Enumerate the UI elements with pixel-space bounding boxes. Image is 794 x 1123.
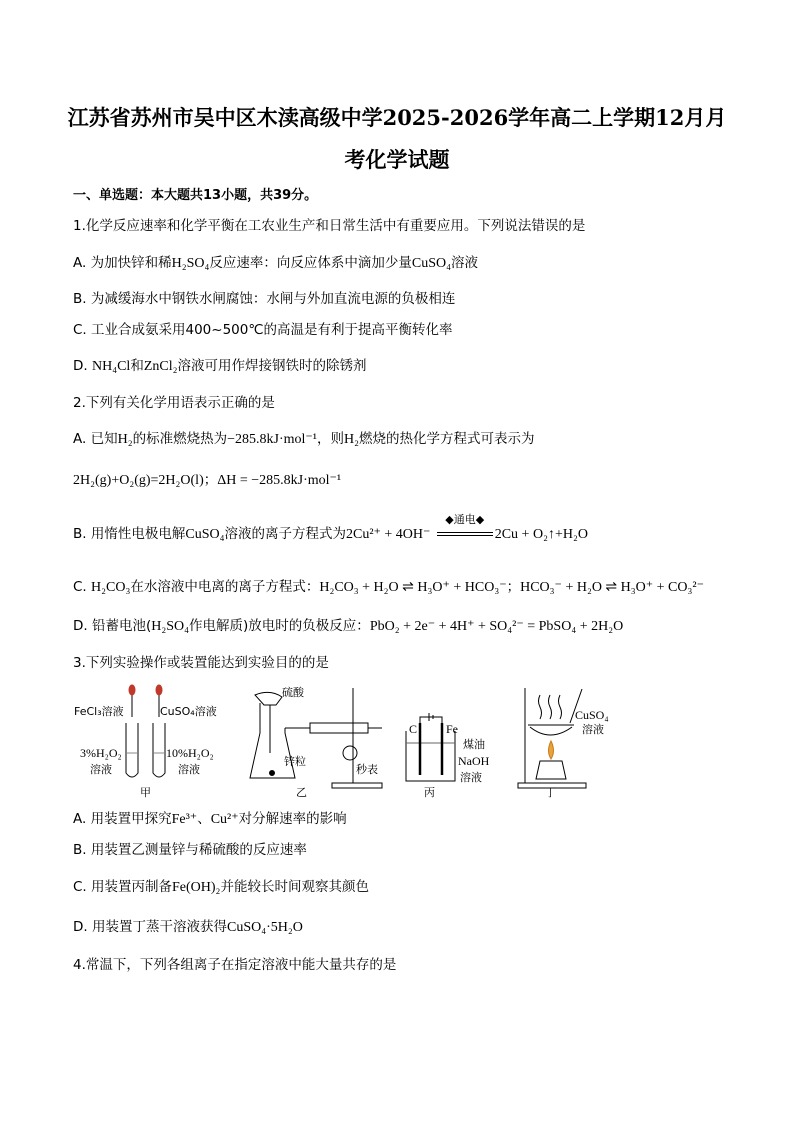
text: 溶液 — [451, 255, 478, 271]
text: A. 用装置甲探究 — [73, 811, 172, 827]
text: 并能较长时间观察其颜色 — [220, 879, 369, 895]
label-naoh: NaOH — [458, 754, 490, 768]
q1-option-a — [73, 253, 478, 274]
formula: 2Cu + O₂↑+H₂O — [494, 527, 588, 542]
stopwatch — [343, 746, 357, 760]
text: C. 用装置丙制备 — [73, 879, 173, 895]
apparatus-ding — [518, 688, 586, 788]
text: 溶液的离子方程式为 — [224, 526, 346, 542]
q2-stem: 2.下列有关化学用语表示正确的是 — [73, 395, 275, 411]
section-heading: 一、单选题：本大题共13小题，共39分。 — [73, 188, 318, 203]
label-h2o2-10: 10%H₂O₂ — [166, 746, 214, 760]
text: 的标准燃烧热为 — [132, 431, 228, 447]
label-sol-ding: 溶液 — [582, 723, 604, 736]
label-sol-jia-2: 溶液 — [178, 763, 200, 776]
text: ； — [203, 472, 218, 488]
text: A. 已知 — [73, 431, 118, 447]
formula: HCO₃⁻ + H₂O ⇌ H₃O⁺ + CO₃²⁻ — [520, 580, 704, 595]
steam-1 — [539, 695, 542, 719]
syringe-barrel — [310, 723, 368, 733]
formula: PbO₂ + 2e⁻ + 4H⁺ + SO₄²⁻ = PbSO₄ + 2H₂O — [369, 619, 624, 634]
q2-option-a — [73, 429, 534, 450]
q1-option-c: C. 工业合成氨采用400~500℃的高温是有利于提高平衡转化率 — [73, 322, 453, 338]
evaporating-dish — [530, 727, 572, 735]
label-jia: 甲 — [140, 786, 151, 799]
text: 、 — [197, 811, 211, 827]
formula: H₂CO₃ + H₂O ⇌ H₃O⁺ + HCO₃⁻ — [319, 580, 507, 595]
text: 对分解速率的影响 — [238, 811, 347, 827]
text: D. — [73, 358, 88, 374]
formula: ZnCl₂ — [143, 359, 178, 374]
formula: Fe(OH)₂ — [172, 880, 221, 895]
q3-option-b: B. 用装置乙测量锌与稀硫酸的反应速率 — [73, 842, 307, 858]
condition-label: ◆通电◆ — [445, 513, 485, 526]
condition-arrow — [435, 513, 495, 544]
label-fecl3: FeCl₃溶液 — [74, 705, 124, 718]
q4-stem: 4.常温下，下列各组离子在指定溶液中能大量共存的是 — [73, 957, 397, 973]
label-kerosene: 煤油 — [463, 738, 485, 751]
dropper-bulb-right — [156, 685, 162, 695]
text: 作电解质)放电时的负极反应： — [189, 618, 370, 634]
steam-2 — [549, 695, 552, 719]
text: 溶液可用作焊接钢铁时的除锈剂 — [177, 358, 367, 374]
beaker — [406, 731, 455, 781]
test-tube-right — [153, 723, 165, 777]
formula: CuSO₄·5H₂O — [226, 920, 303, 935]
formula: H₂CO₃ — [91, 580, 131, 595]
text: B. 用惰性电极电解 — [73, 526, 186, 542]
label-yi: 乙 — [296, 786, 307, 799]
label-bing: 丙 — [424, 786, 435, 799]
text: C. — [73, 579, 87, 595]
label-cuso4-jia: CuSO₄溶液 — [160, 705, 217, 718]
text: ； — [506, 579, 521, 595]
formula: H₂SO₄ — [171, 256, 210, 271]
label-fe: Fe — [446, 722, 458, 736]
test-tube-left — [126, 723, 138, 777]
text: ，则 — [316, 431, 344, 447]
formula: H₂ — [117, 432, 133, 447]
stand-base — [332, 783, 382, 788]
label-h2o2-3: 3%H₂O₂ — [80, 746, 122, 760]
flame — [549, 741, 554, 759]
text: 反应速率：向反应体系中滴加少量 — [209, 255, 412, 271]
text: D. 铅蓄电池( — [73, 618, 152, 634]
formula: −285.8kJ·mol⁻¹ — [227, 432, 317, 447]
q2-option-a-equation — [73, 470, 341, 491]
formula: ΔH = −285.8kJ·mol⁻¹ — [217, 473, 342, 488]
formula: H₂ — [343, 432, 359, 447]
formula: 2Cu²⁺ + 4OH⁻ — [345, 527, 431, 542]
page-title-line1: 江苏省苏州市吴中区木渎高级中学2025-2026学年高二上学期12月月 — [67, 105, 727, 130]
apparatus-jia — [126, 685, 165, 777]
alcohol-lamp — [536, 761, 566, 779]
text: 在水溶液中电离的离子方程式： — [130, 579, 320, 595]
formula: NH₄Cl — [91, 359, 131, 374]
formula: CuSO₄ — [185, 527, 225, 542]
formula: Fe³⁺ — [171, 812, 198, 827]
label-stopwatch: 秒表 — [356, 763, 378, 776]
q3-option-a — [73, 809, 347, 830]
formula: 2H₂(g)+O₂(g)=2H₂O(l) — [73, 473, 204, 488]
steam-3 — [559, 695, 562, 719]
label-zinc: 锌粒 — [284, 755, 306, 768]
label-sol-bing: 溶液 — [460, 771, 482, 784]
page-title-line2: 考化学试题 — [344, 147, 450, 172]
q3-stem: 3.下列实验操作或装置能达到实验目的的是 — [73, 655, 329, 671]
label-acid: 硫酸 — [282, 686, 304, 699]
equals-sign — [437, 532, 493, 536]
label-ding: 丁 — [545, 786, 556, 799]
formula: CuSO₄ — [411, 256, 451, 271]
separatory-funnel — [255, 692, 282, 705]
label-c: C — [409, 722, 418, 736]
q1-stem: 1.化学反应速率和化学平衡在工农业生产和日常生活中有重要应用。下列说法错误的是 — [73, 218, 586, 234]
experiment-figure — [70, 683, 670, 803]
q2-option-c — [73, 577, 704, 598]
formula: H₂SO₄ — [151, 619, 190, 634]
circuit-wire — [420, 717, 442, 723]
text: 燃烧的热化学方程式可表示为 — [358, 431, 535, 447]
text: 和 — [130, 358, 144, 374]
dropper-bulb-left — [129, 685, 135, 695]
text: A. 为加快锌和稀 — [73, 255, 172, 271]
q2-option-d — [73, 616, 623, 637]
label-cuso4-ding: CuSO₄ — [575, 708, 609, 722]
q3-option-d — [73, 917, 303, 938]
formula: Cu²⁺ — [210, 812, 239, 827]
zinc-granule — [270, 771, 275, 776]
q1-option-d — [73, 356, 367, 377]
q2-option-b — [73, 513, 588, 545]
q1-option-b: B. 为减缓海水中钢铁水闸腐蚀：水闸与外加直流电源的负极相连 — [73, 291, 456, 307]
text: D. 用装置丁蒸干溶液获得 — [73, 919, 227, 935]
label-sol-jia-1: 溶液 — [90, 763, 112, 776]
q3-option-c — [73, 877, 369, 898]
